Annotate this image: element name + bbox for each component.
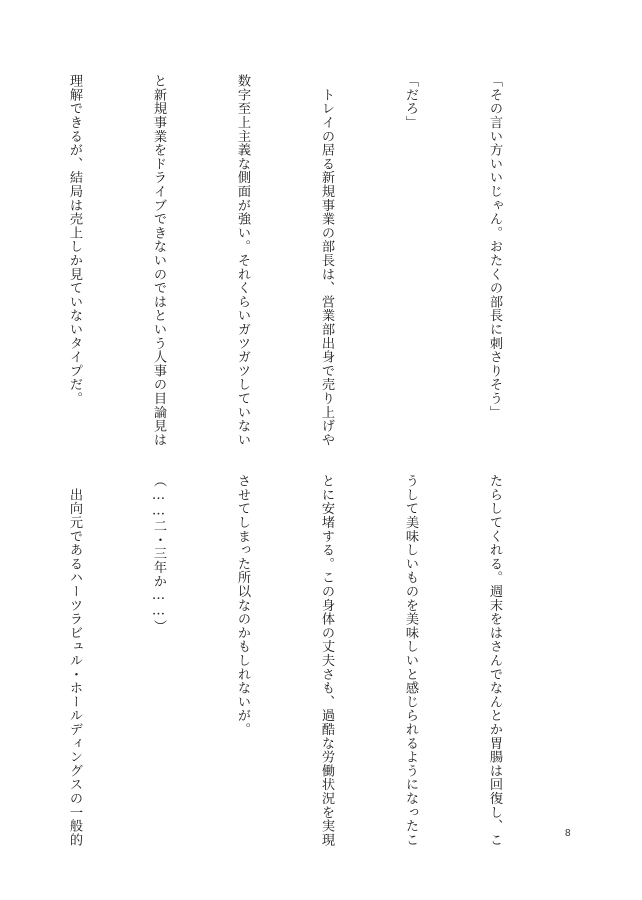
text-column	[0, 474, 4, 862]
text-column: 数字至上主義な側面が強い。それくらいガツガツしていない	[235, 74, 250, 447]
text-column	[0, 74, 4, 394]
text-column: トレイの居る新規事業の部長は、営業部出身で売り上げや	[319, 74, 334, 447]
text-column: （……二・三年か……）	[151, 474, 166, 633]
text-column: 「だろ」	[403, 74, 418, 130]
text-column: させてしまった所以なのかもしれないが。	[235, 474, 250, 737]
lower-text-block	[67, 474, 564, 862]
upper-text-block	[67, 74, 564, 447]
text-column: 理解できるが、結局は売上しか見ていないタイプだ。	[67, 74, 82, 406]
text-column: うして美味しいものを美味しいと感じられるようになったこ	[403, 474, 418, 847]
text-column: 「その言い方いいじゃん。おたくの部長に刺さりそう」	[487, 74, 502, 419]
page-number: 8	[565, 828, 571, 839]
text-column: 出向元であるハーツラビュル・ホールディングスの一般的	[67, 474, 82, 847]
text-column: と新規事業をドライブできないのではという人事の目論見は	[151, 74, 166, 447]
text-column: とに安堵する。この身体の丈夫さも、過酷な労働状況を実現	[319, 474, 334, 847]
text-column: たらしてくれる。週末をはさんでなんとか胃腸は回復し、こ	[487, 474, 502, 847]
